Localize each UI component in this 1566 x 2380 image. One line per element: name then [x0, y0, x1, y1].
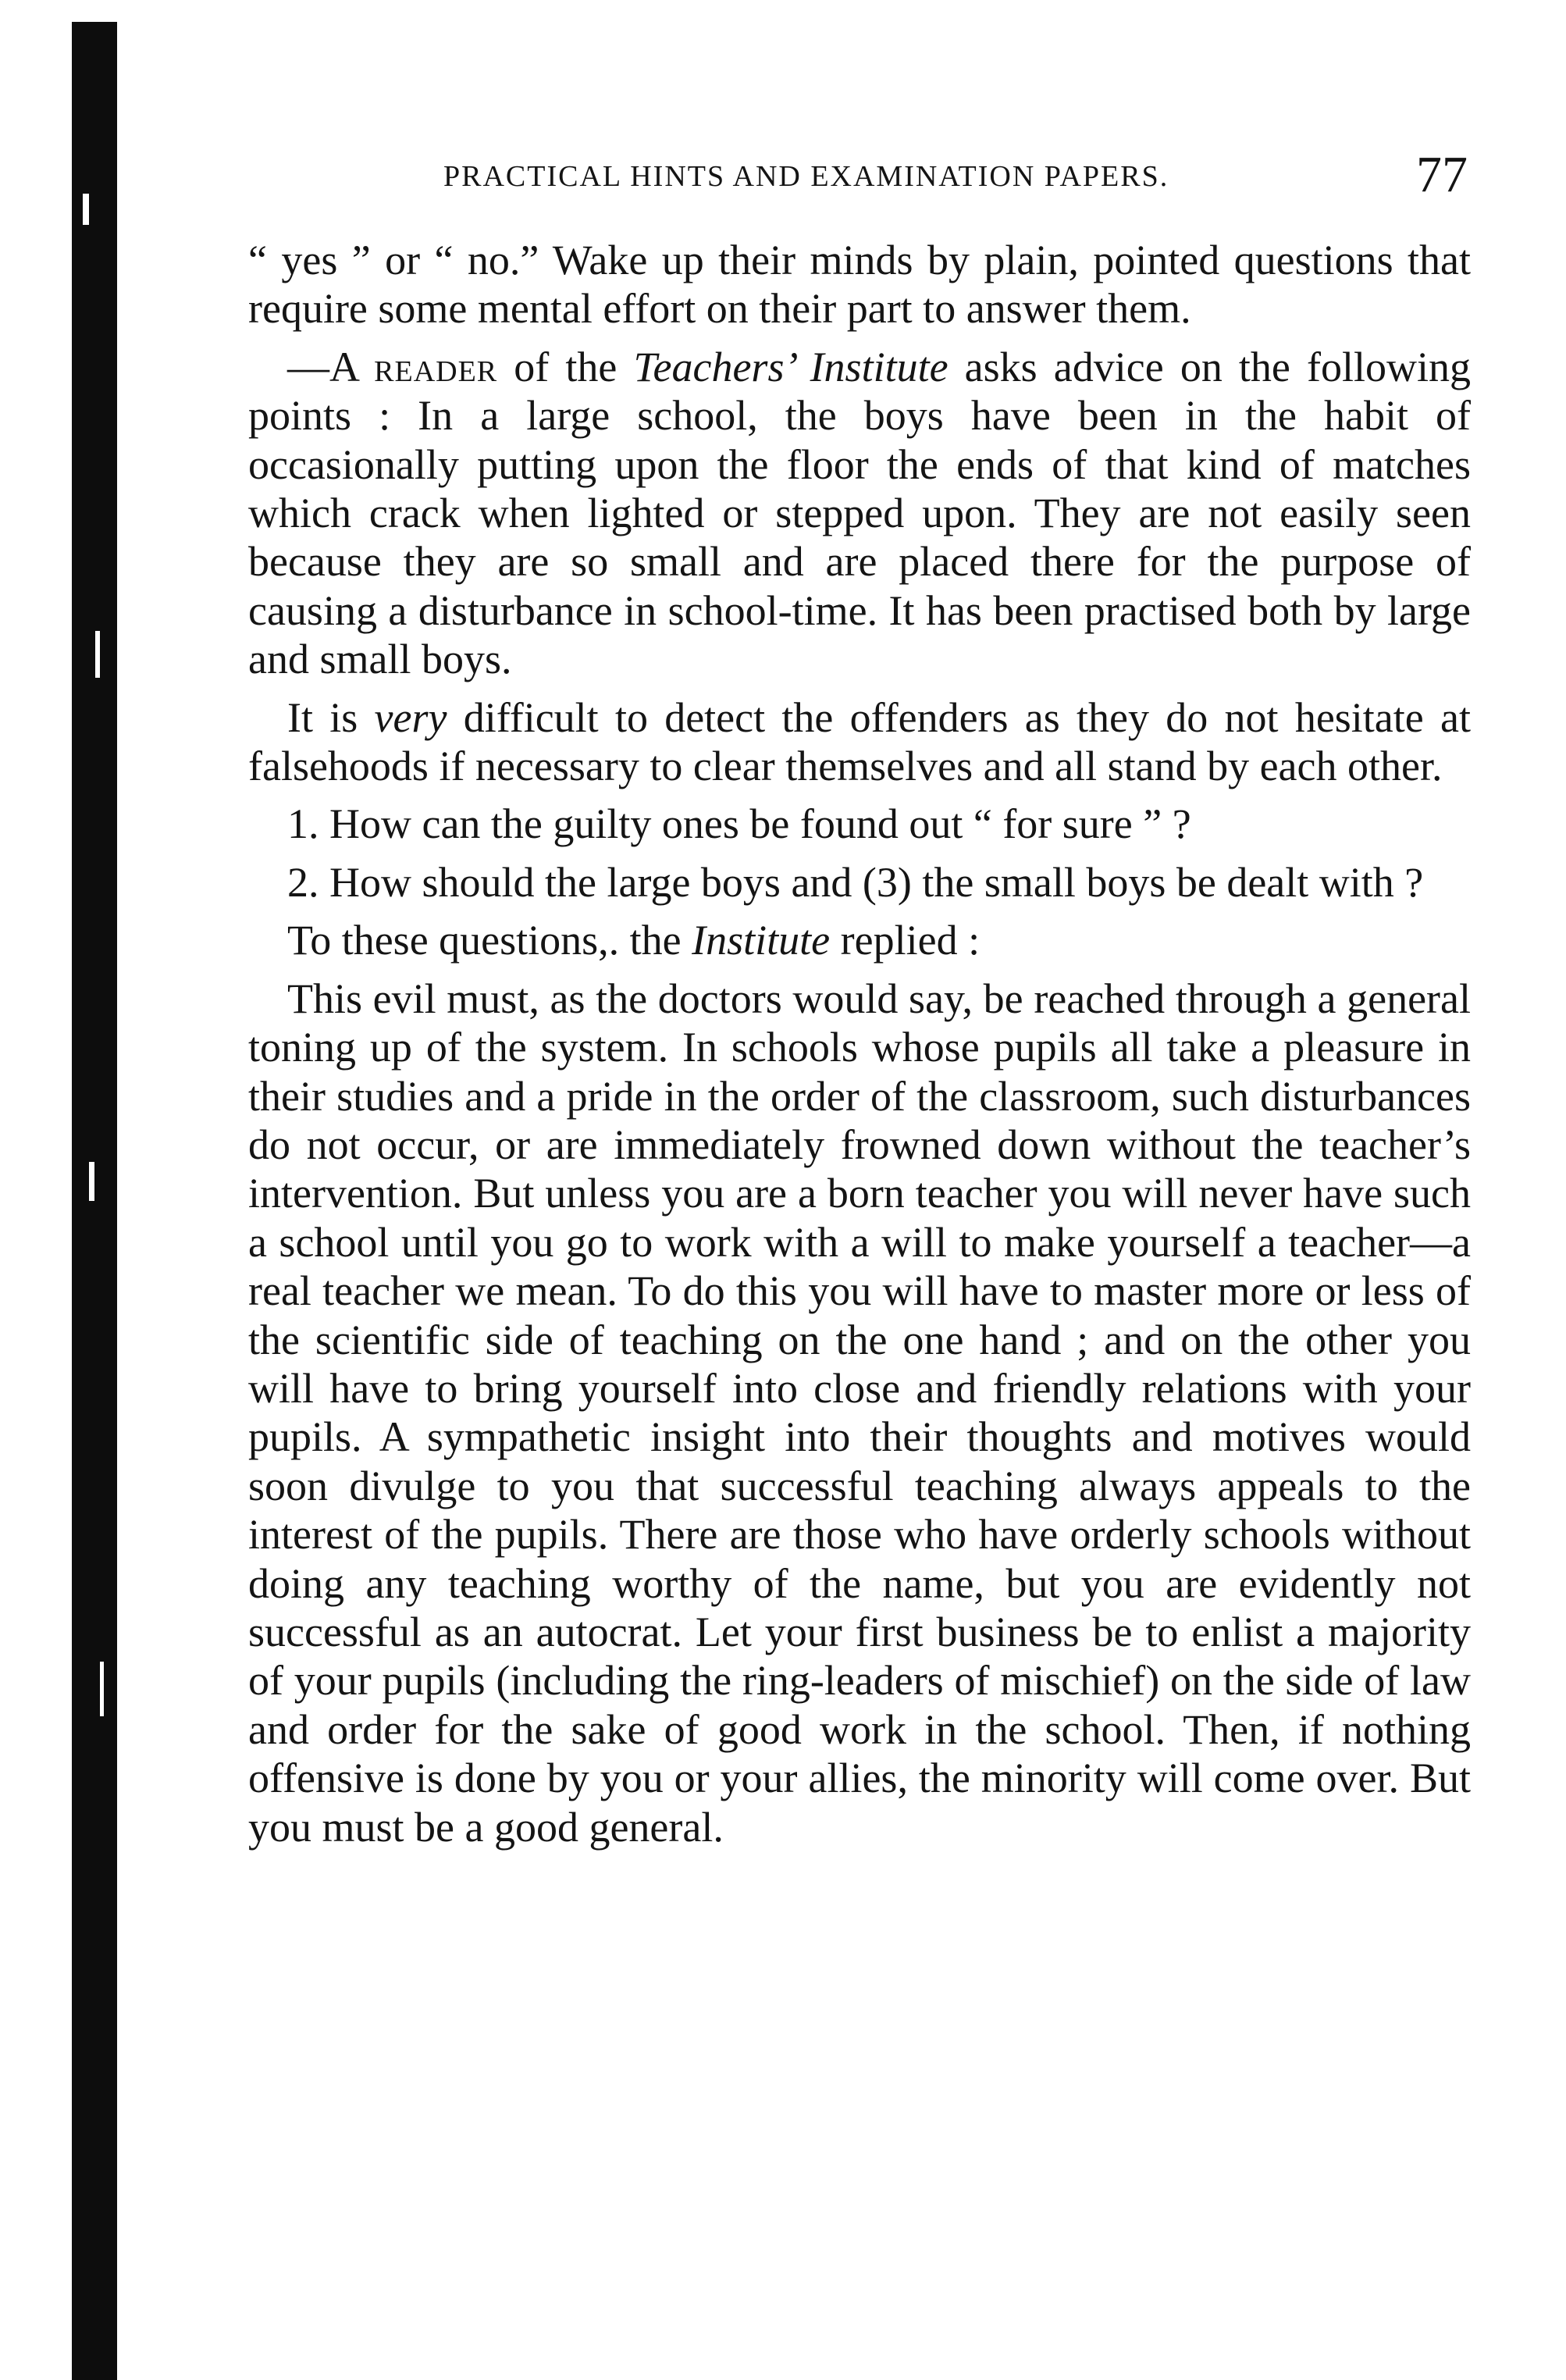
- of-the-text: of the: [497, 343, 634, 390]
- running-head: [248, 145, 1468, 208]
- gutter-speck: [83, 194, 89, 225]
- body-text: [248, 236, 1471, 1861]
- page-number: 77: [1416, 146, 1468, 203]
- binding-gutter: [72, 22, 117, 2380]
- paragraph-continuation: “ yes ” or “ no.” Wake up their minds by plain, pointed questions that require some mental effort on their part to answer them.: [248, 237, 1471, 333]
- question-two: 2. How should the large boys and (3) the small boys be dealt with ?: [287, 858, 1424, 906]
- paragraph-reply: This evil must, as the doctors would say, be reached through a general toning up of the system. In schools whose pupils all take a pleasure in their studies and a pride in the order of the classroom, such disturbances do not occur, or are immediately frowned down without the teacher’s intervention. But unless you are a born teacher you will never have such a school until you go to work with a will to make yourself a teacher—a real teacher we mean. To do this you will have to master more or less of the scientific side of teaching on the one hand ; and on the other you will have to bring yourself into close and friendly relations with your pupils. A sympathetic insight into their thoughts and motives would soon divulge to you that successful teaching always appeals to the interest of the pupils. There are those who have orderly schools without doing any teaching worthy of the name, but you are evidently not successful as an autocrat. Let your first business be to enlist a majority of your pupils (including the ring-leaders of mischief) on the side of law and order for the sake of good work in the school. Then, if nothing offensive is done by you or your allies, the minority will come over. But you must be a good general.: [248, 974, 1471, 1851]
- institute-title: Institute: [692, 917, 831, 964]
- paragraph-reply-intro: [248, 916, 1471, 964]
- gutter-speck: [95, 631, 100, 678]
- offenders-lead: It is: [287, 693, 375, 741]
- running-title: PRACTICAL HINTS AND EXAMINATION PAPERS.: [443, 160, 1169, 193]
- question-one: 1. How can the guilty ones be found out “ for sure ” ?: [287, 800, 1191, 848]
- gutter-speck: [100, 1662, 104, 1716]
- gutter-speck: [89, 1162, 94, 1201]
- reply-rest: replied :: [830, 917, 981, 964]
- reader-small-caps: reader: [374, 343, 498, 390]
- reader-query-text: asks advice on the following points : In a large school, the boys have been in the habit of occasionally putting upon the floor the ends of that kind of matches which crack when lighted or stepped upon. They are not easily seen because they are so small and are placed there for the purpose of causing a disturbance in school-time. It has been practised both by large and small boys.: [248, 343, 1472, 683]
- reply-lead: To these questions,. the: [287, 917, 692, 964]
- paragraph-reader-query: [248, 343, 1471, 684]
- em-dash-lead: —A: [287, 343, 375, 390]
- paragraph-offenders: [248, 693, 1471, 791]
- journal-title: Teachers’ Institute: [633, 343, 948, 390]
- emphasis-very: very: [374, 693, 447, 741]
- offenders-text: difficult to detect the offenders as they do not hesitate at falsehoods if necessary to clear themselves and all stand by each other.: [248, 693, 1471, 790]
